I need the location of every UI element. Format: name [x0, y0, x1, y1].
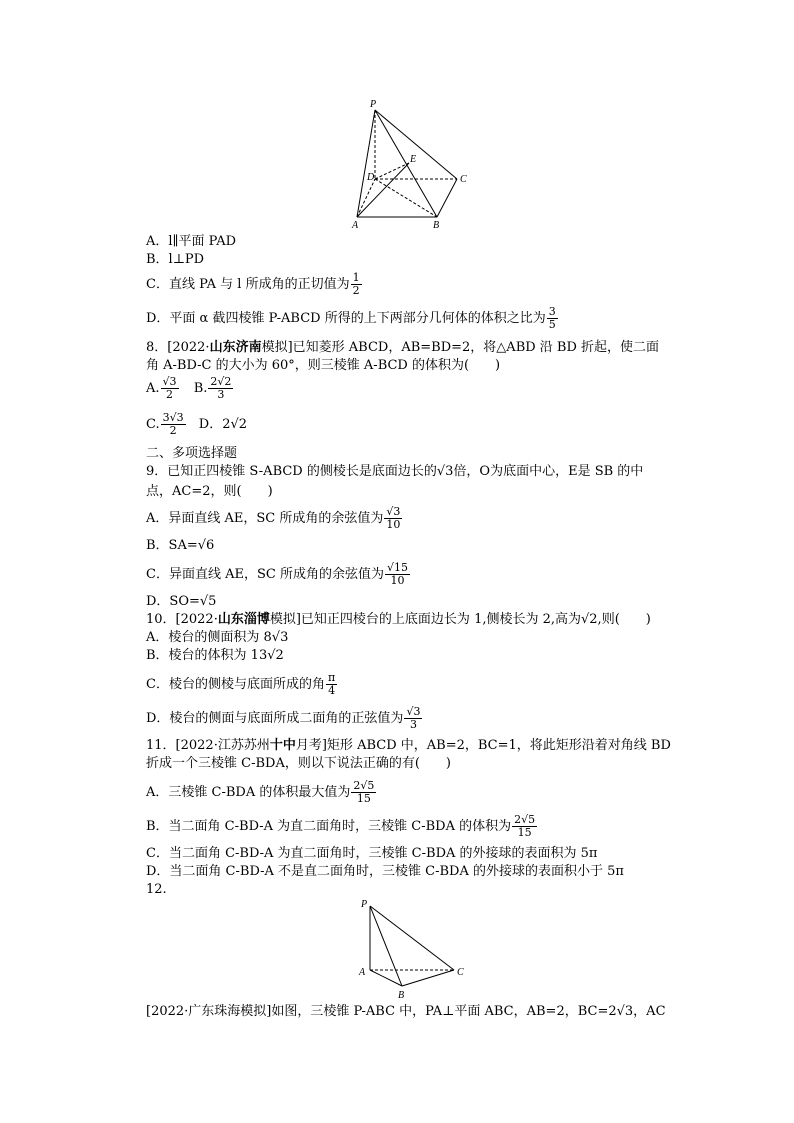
q8-stem-line1: 8．[2022·山东济南模拟]已知菱形 ABCD，AB=BD=2，将△ABD 沿 BD 折起，使二面 [146, 340, 660, 355]
fraction: $\frac{√3}{10}$ [386, 505, 401, 531]
fraction: $\frac{2√5}{15}$ [514, 813, 536, 839]
q11-stem-line1: 11．[2022·江苏苏州十中月考]矩形 ABCD 中，AB=2，BC=1，将此矩形沿着对角线 BD [146, 738, 671, 753]
edge-PB [375, 110, 437, 217]
edge-DE [375, 163, 409, 179]
fraction: $\frac{1}{2}$ [352, 271, 360, 297]
q10-option-c: C．棱台的侧棱与底面所成的角 $\frac{\pi}{4}$ [146, 671, 336, 697]
label-C: C [460, 174, 467, 185]
label-E: E [410, 154, 417, 165]
q8-stem-line2: 角 A-BD-C 的大小为 60°，则三棱锥 A-BCD 的体积为( ) [146, 358, 501, 373]
q11-option-b: B．当二面角 C-BD-A 为直二面角时，三棱锥 C-BDA 的体积为 $\frac{2√5}{15}$ [146, 813, 536, 839]
fraction: $\frac{\pi}{4}$ [327, 671, 336, 697]
label-B: B [398, 990, 405, 1001]
q10-option-b: B．棱台的体积为 13√2 [146, 648, 284, 663]
q10-stem: 10．[2022·山东淄博模拟]已知正四棱台的上底面边长为 1,侧棱长为 2,高为√2,则( ) [146, 612, 651, 627]
q11-stem-line2: 折成一个三棱锥 C-BDA，则以下说法正确的有( ) [146, 756, 451, 771]
edge-DB [375, 179, 437, 217]
q9-option-c: C．异面直线 AE，SC 所成角的余弦值为 $\frac{√15}{10}$ [146, 561, 408, 587]
q12-stem: [2022·广东珠海模拟]如图，三棱锥 P-ABC 中，PA⊥平面 ABC，AB=2，BC=2√3，AC [146, 1004, 666, 1019]
q12-number: 12. [146, 882, 167, 897]
edge-BC [402, 970, 454, 986]
label-A: A [359, 967, 366, 978]
label-A: A [352, 220, 359, 231]
label-B: B [433, 220, 440, 231]
q7-option-a: A．l∥平面 PAD [146, 234, 237, 249]
q10-option-d: D．棱台的侧面与底面所成二面角的正弦值为 $\frac{√3}{3}$ [146, 705, 421, 731]
fraction: $\frac{2√5}{15}$ [353, 779, 375, 805]
edge-BC [437, 179, 457, 217]
q9-option-a: A．异面直线 AE，SC 所成角的余弦值为 $\frac{√3}{10}$ [146, 505, 401, 531]
fraction: $\frac{√15}{10}$ [386, 561, 408, 587]
q7-d-text: D．平面 α 截四棱锥 P-ABCD 所得的上下两部分几何体的体积之比为 [146, 311, 546, 326]
q9-stem-line2: 点，AC=2，则( ) [146, 484, 273, 499]
section-heading: 二、多项选择题 [146, 446, 238, 461]
fraction: $\frac{√3}{2}$ [162, 375, 177, 401]
edge-PC [375, 110, 457, 179]
label-P: P [370, 99, 377, 110]
q10-option-a: A．棱台的侧面积为 8√3 [146, 630, 289, 645]
label-C: C [457, 967, 464, 978]
q7-option-c [146, 272, 363, 297]
edge-AB [370, 970, 402, 986]
q8-options-cd: C. $\frac{3√3}{2}$ D．2√2 [146, 411, 248, 437]
q8-options-ab: A. $\frac{√3}{2}$ B. $\frac{2√2}{3}$ [146, 375, 232, 401]
q9-option-b: B．SA=√6 [146, 538, 215, 553]
label-P: P [361, 899, 368, 910]
fraction: $\frac{2√2}{3}$ [210, 375, 232, 401]
q11-option-a: A．三棱锥 C-BDA 的体积最大值为 $\frac{2√5}{15}$ [146, 779, 375, 805]
fraction: $\frac{3}{5}$ [548, 305, 556, 331]
triangular-pyramid-figure [356, 898, 468, 1004]
q9-option-d: D．SO=√5 [146, 594, 217, 609]
q7-option-b: B．l⊥PD [146, 252, 205, 267]
q11-option-d: D．当二面角 C-BD-A 不是直二面角时，三棱锥 C-BDA 的外接球的表面积小于 5π [146, 864, 624, 879]
q11-option-c: C．当二面角 C-BD-A 为直二面角时，三棱锥 C-BDA 的外接球的表面积为 5π [146, 846, 598, 861]
fraction: $\frac{√3}{3}$ [406, 705, 421, 731]
q7-c-text: C．直线 PA 与 l 所成角的正切值为 [146, 277, 350, 292]
pyramid-figure [340, 96, 480, 234]
q9-stem-line1: 9．已知正四棱锥 S-ABCD 的侧棱长是底面边长的√3倍，O为底面中心，E是 SB 的中 [146, 464, 644, 479]
label-D: D [367, 172, 375, 183]
q7-option-d [146, 306, 559, 331]
fraction: $\frac{3√3}{2}$ [162, 411, 184, 437]
